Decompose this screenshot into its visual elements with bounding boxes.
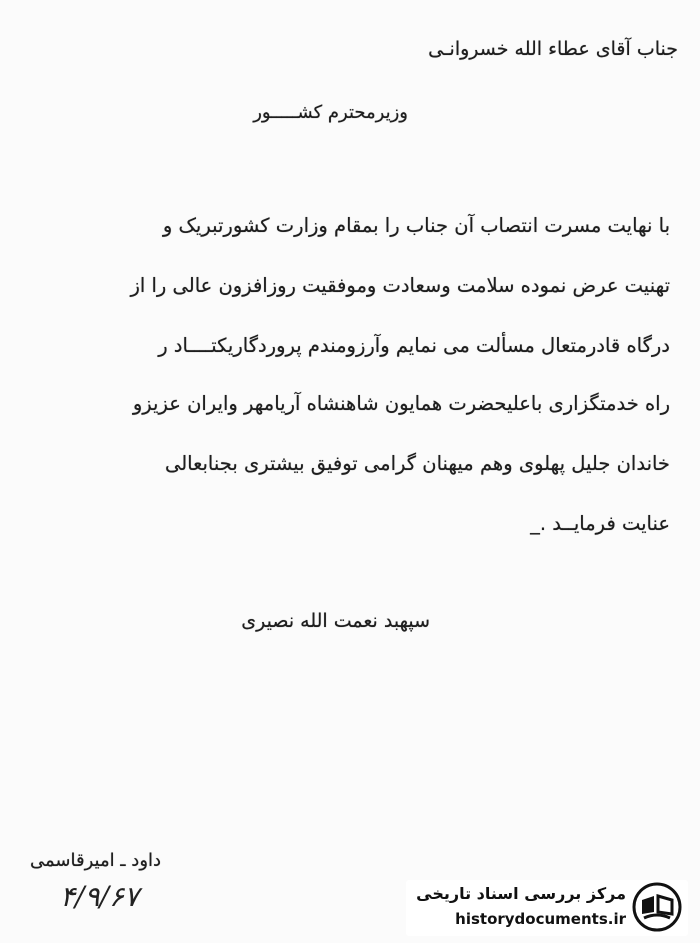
body-line-2: تهنیت عرض نموده سلامت وسعادت وموفقیت روزافزون عالی را از bbox=[130, 274, 670, 297]
open-book-logo-icon bbox=[632, 882, 682, 932]
body-line-1: با نهایت مسرت انتصاب آن جناب را بمقام وزارت کشورتبریک و bbox=[162, 214, 670, 237]
signature-name: سپهبد نعمت الله نصیری bbox=[241, 610, 430, 632]
archive-watermark bbox=[406, 880, 688, 936]
handwritten-note-name: داود ـ امیرقاسمی bbox=[30, 850, 162, 871]
body-line-3: درگاه قادرمتعال مسألت می نمایم وآرزومندم پروردگاریکتــــاد ر bbox=[158, 334, 670, 357]
body-line-5: خاندان جلیل پهلوی وهم میهنان گرامی توفیق بیشتری بجنابعالی bbox=[164, 452, 670, 475]
body-line-6: عنایت فرمایــد ._ bbox=[530, 512, 670, 535]
handwritten-note-date: ۴/۹/۶۷ bbox=[60, 880, 140, 913]
watermark-title: مرکز بررسی اسناد تاریخی bbox=[416, 884, 626, 903]
addressee-name: جناب آقای عطاء الله خسروانـی bbox=[428, 38, 678, 60]
addressee-title: وزیرمحترم کشـــــور bbox=[253, 102, 408, 123]
watermark-url: historydocuments.ir bbox=[455, 910, 626, 928]
body-line-4: راه خدمتگزاری باعلیحضرت همایون شاهنشاه آریامهر وایران عزیزو bbox=[132, 392, 670, 415]
